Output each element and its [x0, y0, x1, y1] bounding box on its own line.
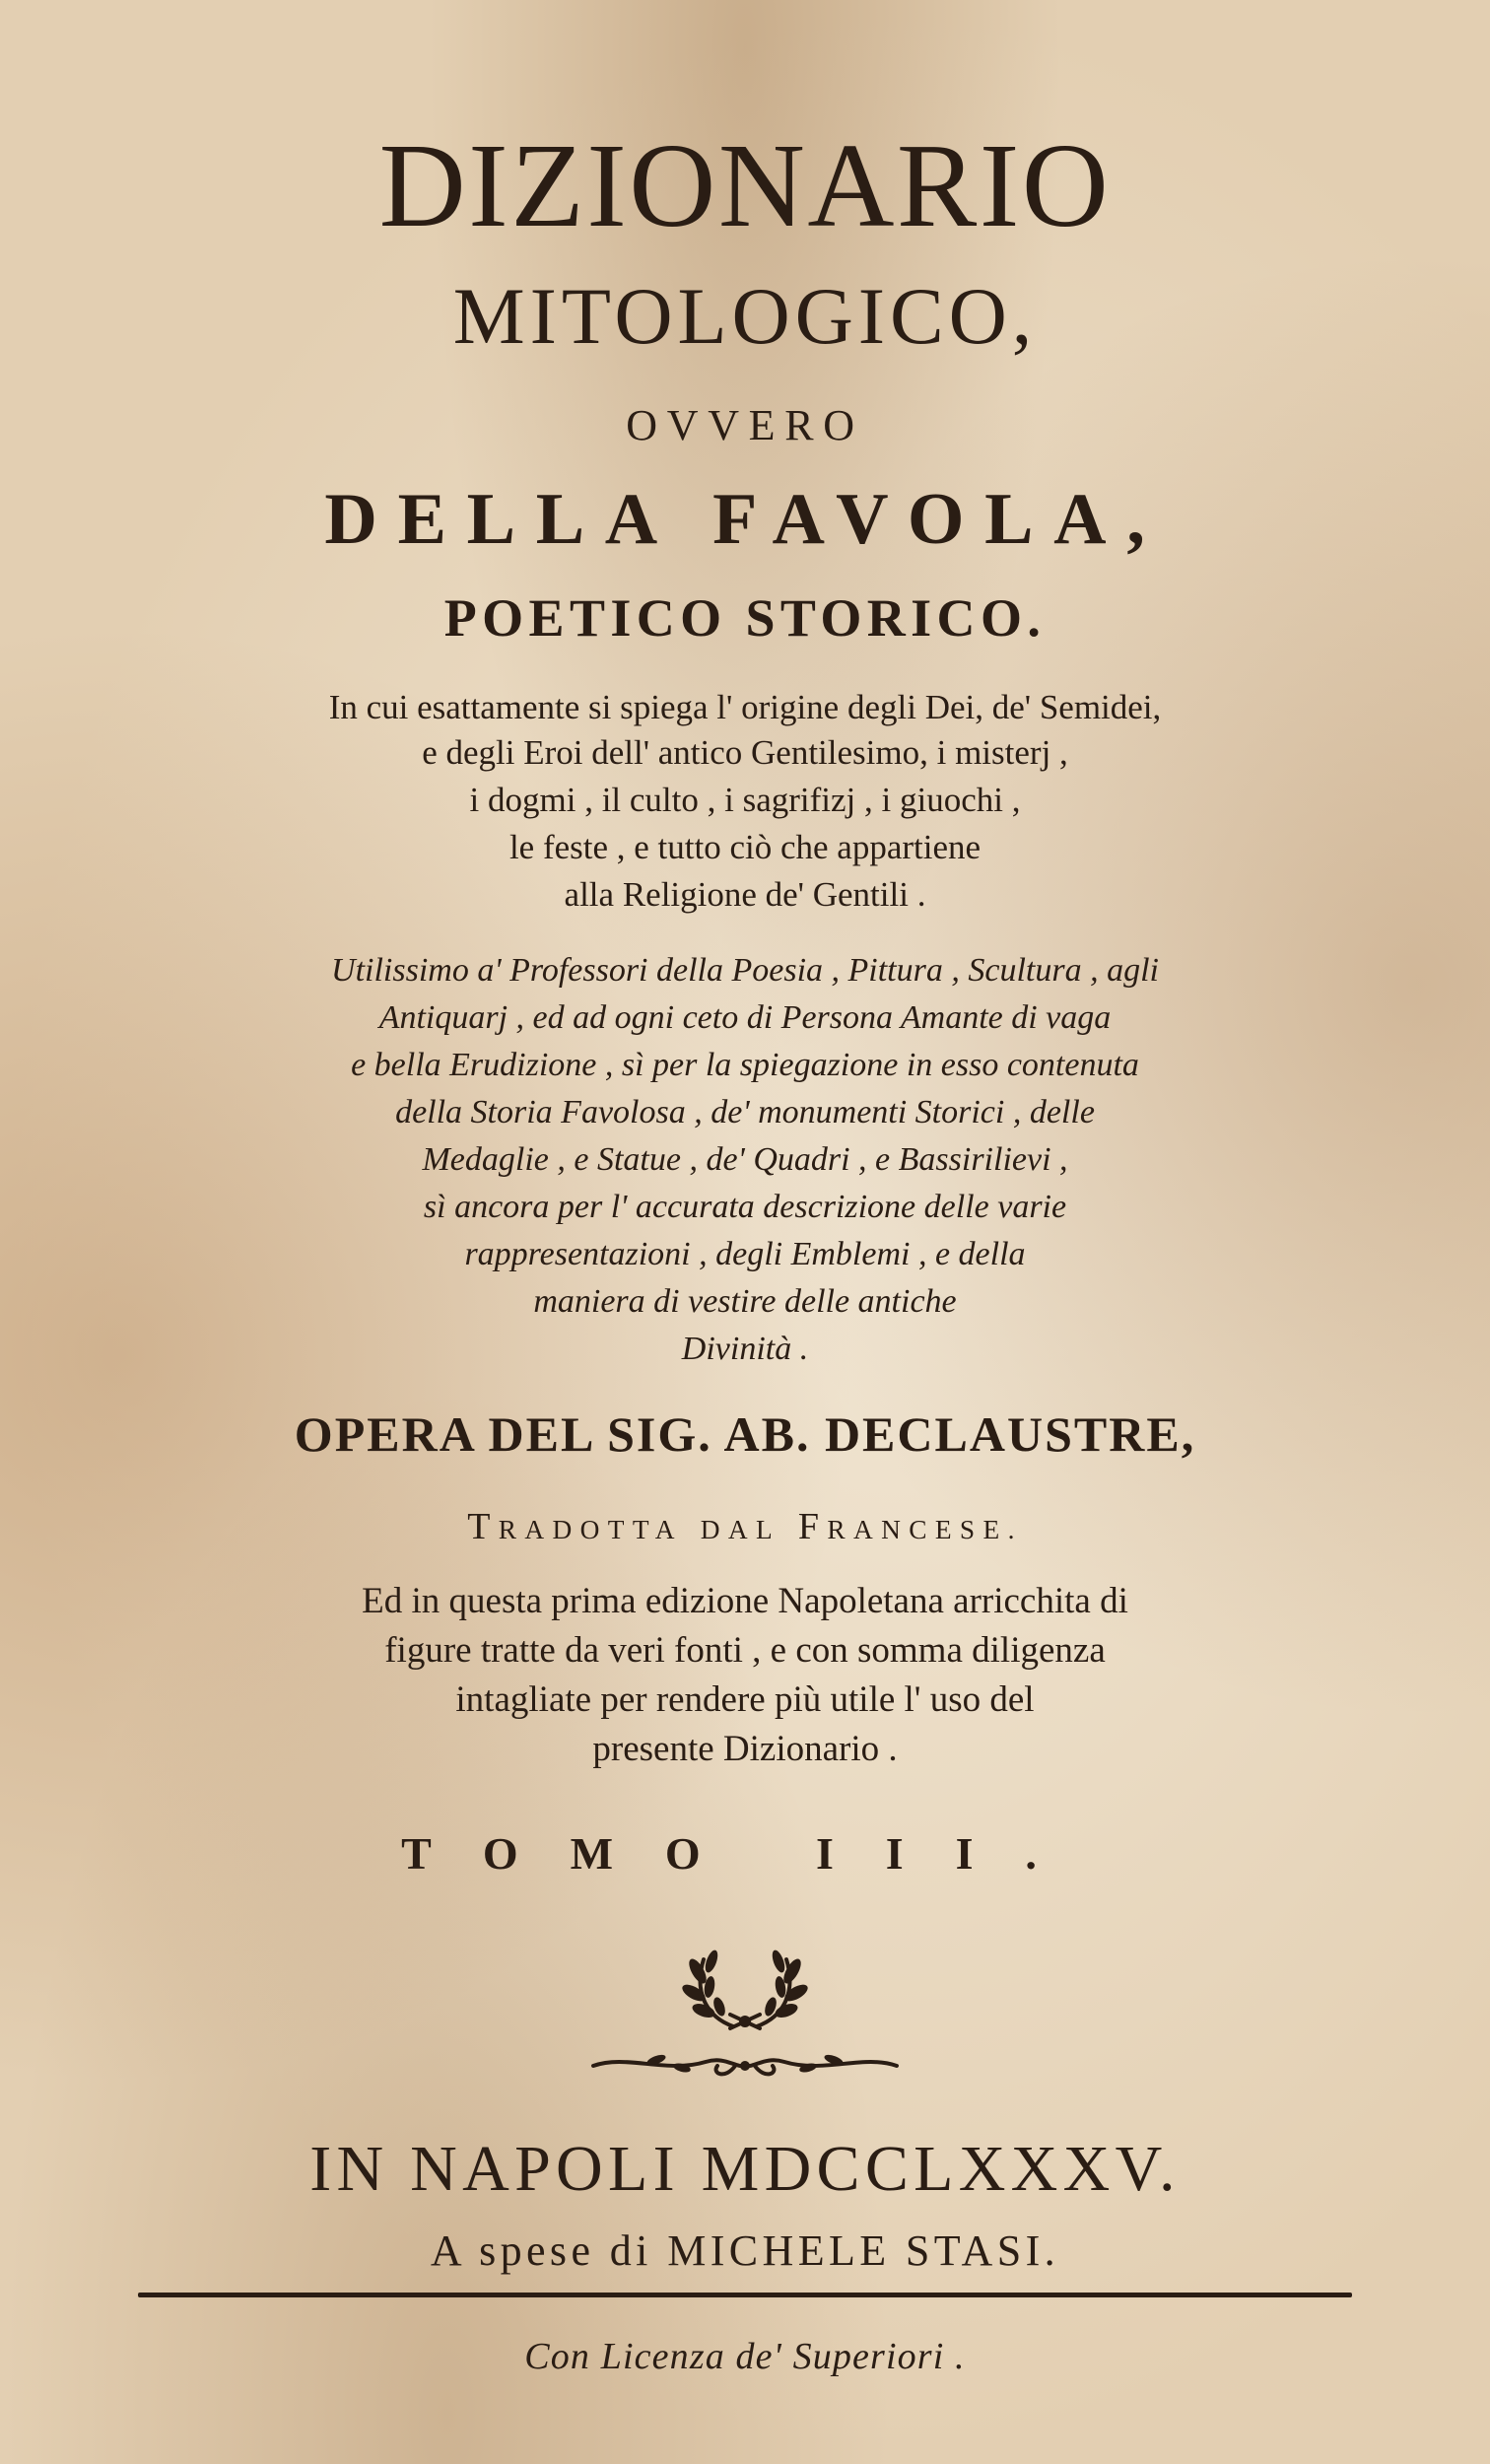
utility-line: Utilissimo a' Professori della Poesia , Pittura , Scultura , agli — [331, 952, 1159, 989]
imprint-place-date: IN NAPOLI MDCCLXXXV. — [309, 2133, 1181, 2205]
volume-label: TOMO III. — [401, 1828, 1089, 1879]
translation-word-francese: RANCESE. — [827, 1515, 1023, 1544]
utility-line: sì ancora per l' accurata descrizione delle varie — [423, 1189, 1067, 1225]
edition-line: presente Dizionario . — [592, 1729, 898, 1769]
utility-line: Antiquarj , ed ad ogni ceto di Persona Amante di vaga — [378, 999, 1112, 1036]
description-line: alla Religione de' Gentili . — [564, 875, 926, 914]
title-line-mitologico: MITOLOGICO, — [452, 271, 1038, 361]
description-line: le feste , e tutto ciò che appartiene — [508, 828, 982, 866]
title-line-poetico-storico: POETICO STORICO. — [443, 588, 1047, 648]
title-line-ovvero: OVVERO — [626, 401, 864, 449]
imprint-rule — [138, 2293, 1352, 2297]
utility-line: Divinità . — [681, 1331, 809, 1367]
title-line-della-favola: DELLA FAVOLA, — [324, 479, 1166, 560]
translation-word-tradotta: RADOTTA — [498, 1515, 683, 1544]
utility-line: e bella Erudizione , sì per la spiegazione in esso contenuta — [351, 1047, 1139, 1083]
description-line: i dogmi , il culto , i sagrifizj , i giuochi , — [469, 781, 1021, 819]
license-line: Con Licenza de' Superiori . — [524, 2336, 966, 2377]
translation-line — [0, 1508, 1490, 1545]
title-line-dizionario: DIZIONARIO — [378, 119, 1112, 252]
imprint-publisher: A spese di MICHELE STASI. — [430, 2226, 1060, 2275]
laurel-wreath-ornament — [676, 1932, 814, 2042]
utility-line: maniera di vestire delle antiche — [533, 1283, 957, 1320]
edition-line: intagliate per rendere più utile l' uso del — [455, 1679, 1035, 1720]
edition-line: figure tratte da veri fonti , e con somma diligenza — [384, 1630, 1106, 1671]
utility-line: rappresentazioni , degli Emblemi , e della — [464, 1236, 1026, 1272]
description-line: e degli Eroi dell' antico Gentilesimo, i misterj , — [422, 733, 1068, 772]
translation-initial-f: F — [797, 1506, 828, 1547]
edition-line: Ed in questa prima edizione Napoletana arricchita di — [362, 1581, 1128, 1621]
translation-word-dal: DAL — [700, 1515, 781, 1544]
utility-line: Medaglie , e Statue , de' Quadri , e Bassirilievi , — [422, 1141, 1068, 1178]
scroll-flourish-ornament — [587, 2044, 903, 2084]
author-line: OPERA DEL SIG. AB. DECLAUSTRE, — [294, 1406, 1196, 1462]
description-line: In cui esattamente si spiega l' origine degli Dei, de' Semidei, — [328, 688, 1162, 726]
utility-line: della Storia Favolosa , de' monumenti Storici , delle — [395, 1094, 1095, 1130]
translation-initial-t: T — [467, 1506, 499, 1547]
